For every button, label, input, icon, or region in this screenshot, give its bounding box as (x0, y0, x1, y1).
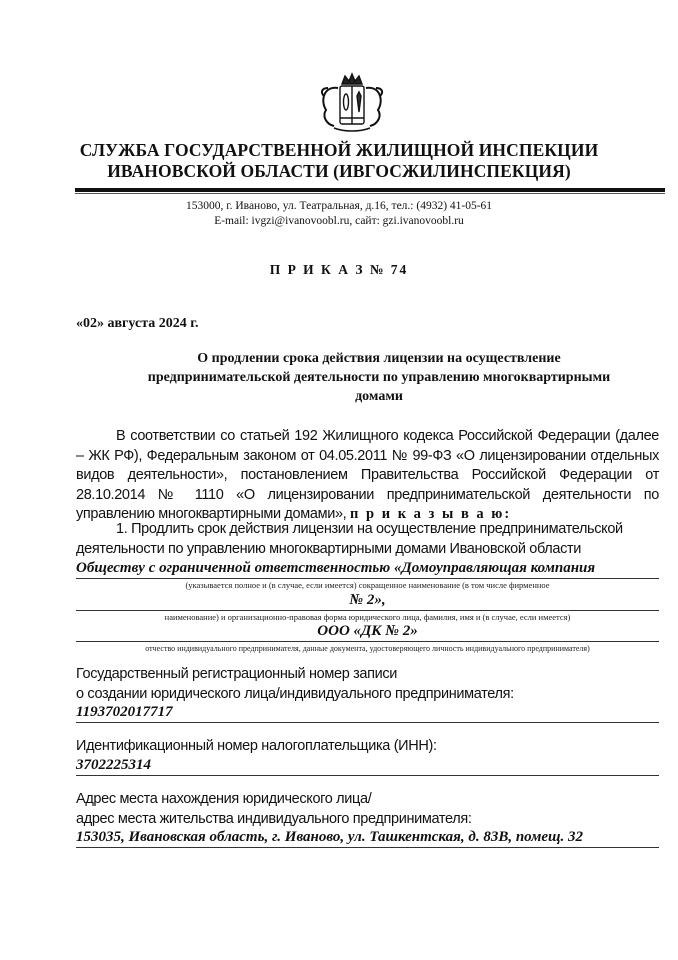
address-line: 153000, г. Иваново, ул. Театральная, д.16, тел.: (4932) 41-05-61 (185, 200, 493, 212)
header-divider-thick (75, 188, 665, 192)
item-1-line1: 1. Продлить срок действия лицензии на осуществление предпринимательской (116, 521, 623, 537)
org-title-line2: ИВАНОВСКОЙ ОБЛАСТИ (ИВГОСЖИЛИНСПЕКЦИЯ) (107, 161, 571, 181)
organization-contacts (0, 199, 678, 229)
address-label-line1: Адрес места нахождения юридического лица/ (76, 791, 372, 807)
order-subject (80, 349, 678, 406)
subject-line3: домами (355, 389, 403, 404)
inn-label: Идентификационный номер налогоплательщика (ИНН): (76, 738, 437, 754)
coat-of-arms-icon (312, 70, 392, 134)
preamble-paragraph (76, 427, 659, 525)
ogrn-value: 1193702017717 (76, 703, 659, 723)
item-1-line2: деятельности по управлению многоквартирными домами Ивановской области (76, 540, 582, 557)
ogrn-label-line1: Государственный регистрационный номер записи (76, 666, 397, 682)
company-full-name-part1: Обществу с ограниченной ответственностью «Домоуправляющая компания (76, 559, 659, 579)
address-label-line2: адрес места жительства индивидуального предпринимателя: (76, 810, 472, 827)
inn-value: 3702225314 (76, 756, 659, 776)
hint-line2: наименование) и организационно-правовая форма юридического лица, фамилия, имя и (в случае, если имеется) (164, 612, 571, 622)
order-date: «02» августа 2024 г. (76, 316, 199, 331)
ogrn-label-line2: о создании юридического лица/индивидуального предпринимателя: (76, 685, 514, 702)
org-title-line1: СЛУЖБА ГОСУДАРСТВЕННОЙ ЖИЛИЩНОЙ ИНСПЕКЦИИ (79, 140, 599, 160)
preamble-command: п р и к а з ы в а ю: (350, 506, 512, 522)
hint-line3: отчество индивидуального предпринимателя, данные документа, удостоверяющего личность индивидуального предпринимателя) (145, 644, 590, 653)
ogrn-label (76, 665, 514, 704)
hint-line1: (указывается полное и (в случае, если имеется) сокращенное наименование (в том числе фирменное (185, 580, 550, 590)
email-website-line: E-mail: ivgzi@ivanovoobl.ru, сайт: gzi.ivanovoobl.ru (214, 215, 464, 227)
organization-title (0, 140, 678, 182)
company-full-name-part2: № 2», (76, 591, 659, 611)
company-short-name: ООО «ДК № 2» (76, 622, 659, 642)
preamble-text: В соответствии со статьей 192 Жилищного кодекса Российской Федерации (далее – ЖК РФ), Федеральным законом от 04.05.2011 № 99-ФЗ «О лицензировании отдельных видов деятельности», постановлением Правительства Российской Федерации от 28.10.2014 № 1110 «О лицензировании предпринимательской деятельности по управлению многоквартирными домами», (76, 428, 659, 522)
order-title: П Р И К А З № 74 (269, 262, 409, 277)
address-value: 153035, Ивановская область, г. Иваново, ул. Ташкентская, д. 83В, помещ. 32 (76, 828, 659, 848)
address-label (76, 790, 472, 829)
subject-line1: О продлении срока действия лицензии на осуществление (197, 351, 561, 366)
item-1-paragraph (76, 520, 659, 559)
subject-line2: предпринимательской деятельности по управлению многоквартирными (147, 370, 611, 385)
header-divider-thin (75, 193, 665, 194)
